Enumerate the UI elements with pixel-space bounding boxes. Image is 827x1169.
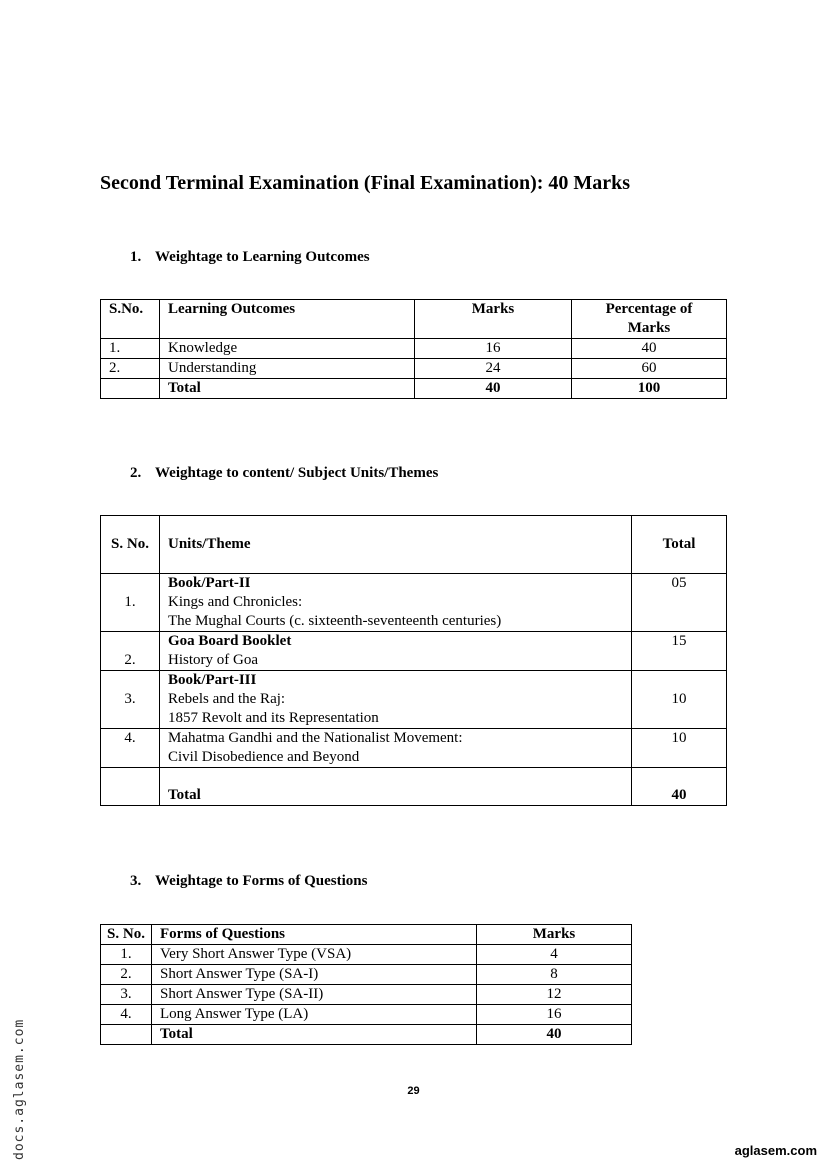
cell-marks: 24 <box>415 359 572 379</box>
page-number: 29 <box>407 1085 420 1097</box>
col-header-total: Total <box>632 516 727 574</box>
cell-unit <box>160 574 632 632</box>
cell-marks: 16 <box>415 339 572 359</box>
unit-line: Kings and Chronicles: <box>168 594 303 610</box>
cell-marks: 16 <box>477 1005 632 1025</box>
cell-unit <box>160 729 632 768</box>
cell-sno: 1. <box>101 339 160 359</box>
cell-sno: 2. <box>101 965 152 985</box>
unit-line: Mahatma Gandhi and the Nationalist Movement: <box>168 730 463 746</box>
cell-total: 15 <box>632 632 727 671</box>
col-header-learning-outcomes: Learning Outcomes <box>160 300 415 339</box>
cell-sno: 2. <box>101 359 160 379</box>
cell-total-value: 40 <box>632 768 727 806</box>
cell-sno: 1. <box>101 574 160 632</box>
col-header-forms: Forms of Questions <box>152 925 477 945</box>
table-header-row <box>101 300 727 339</box>
cell-unit <box>160 671 632 729</box>
col-header-marks: Marks <box>415 300 572 339</box>
table-total-row <box>101 379 727 399</box>
col-header-sno: S. No. <box>101 516 160 574</box>
cell-total-marks: 40 <box>415 379 572 399</box>
section-number: 2. <box>130 465 142 481</box>
cell-sno: 1. <box>101 945 152 965</box>
unit-title: Goa Board Booklet <box>168 633 292 649</box>
section-number: 1. <box>130 249 142 265</box>
cell-sno: 3. <box>101 671 160 729</box>
table-row <box>101 359 727 379</box>
cell-outcome: Understanding <box>160 359 415 379</box>
corner-watermark: aglasem.com <box>734 1143 817 1158</box>
table-row <box>101 965 632 985</box>
unit-line: 1857 Revolt and its Representation <box>168 710 379 726</box>
unit-line: History of Goa <box>168 652 258 668</box>
table-row <box>101 985 632 1005</box>
section-heading-1 <box>130 249 370 266</box>
cell-total-label: Total <box>152 1025 477 1045</box>
cell-total: 10 <box>632 671 727 729</box>
section-title: Weightage to content/ Subject Units/Themes <box>155 465 439 481</box>
cell-percentage: 60 <box>572 359 727 379</box>
table-header-row <box>101 925 632 945</box>
table-row <box>101 339 727 359</box>
cell-empty <box>101 768 160 806</box>
cell-total-marks: 40 <box>477 1025 632 1045</box>
section-heading-2 <box>130 465 438 482</box>
table-row <box>101 574 727 632</box>
unit-line: The Mughal Courts (c. sixteenth-seventeenth centuries) <box>168 613 502 629</box>
table-total-row <box>101 768 727 806</box>
table-header-row <box>101 516 727 574</box>
cell-total: 05 <box>632 574 727 632</box>
cell-form: Short Answer Type (SA-II) <box>152 985 477 1005</box>
cell-total-percentage: 100 <box>572 379 727 399</box>
table-row <box>101 729 727 768</box>
col-header-sno: S.No. <box>101 300 160 339</box>
learning-outcomes-table <box>100 299 727 399</box>
units-theme-table <box>100 515 727 806</box>
cell-sno: 3. <box>101 985 152 1005</box>
cell-marks: 12 <box>477 985 632 1005</box>
unit-title: Book/Part-III <box>168 672 257 688</box>
cell-empty <box>101 1025 152 1045</box>
cell-form: Short Answer Type (SA-I) <box>152 965 477 985</box>
table-row <box>101 671 727 729</box>
section-title: Weightage to Forms of Questions <box>155 873 368 889</box>
forms-of-questions-table <box>100 924 632 1045</box>
table-row <box>101 1005 632 1025</box>
cell-empty <box>101 379 160 399</box>
cell-marks: 4 <box>477 945 632 965</box>
cell-sno: 4. <box>101 1005 152 1025</box>
cell-outcome: Knowledge <box>160 339 415 359</box>
table-row <box>101 945 632 965</box>
cell-total-label: Total <box>160 768 632 806</box>
cell-total: 10 <box>632 729 727 768</box>
cell-form: Very Short Answer Type (VSA) <box>152 945 477 965</box>
section-number: 3. <box>130 873 142 889</box>
cell-sno: 4. <box>101 729 160 768</box>
col-header-marks: Marks <box>477 925 632 945</box>
section-title: Weightage to Learning Outcomes <box>155 249 370 265</box>
col-header-units-theme: Units/Theme <box>160 516 632 574</box>
cell-marks: 8 <box>477 965 632 985</box>
side-watermark: docs.aglasem.com <box>12 1018 27 1160</box>
unit-line: Rebels and the Raj: <box>168 691 286 707</box>
cell-percentage: 40 <box>572 339 727 359</box>
col-header-sno: S. No. <box>101 925 152 945</box>
table-row <box>101 632 727 671</box>
unit-line: Civil Disobedience and Beyond <box>168 749 360 765</box>
cell-form: Long Answer Type (LA) <box>152 1005 477 1025</box>
col-header-percentage: Percentage of Marks <box>572 300 727 339</box>
cell-total-label: Total <box>160 379 415 399</box>
table-total-row <box>101 1025 632 1045</box>
page-title: Second Terminal Examination (Final Examination): 40 Marks <box>100 172 631 194</box>
unit-title: Book/Part-II <box>168 575 251 591</box>
cell-unit <box>160 632 632 671</box>
cell-sno: 2. <box>101 632 160 671</box>
section-heading-3 <box>130 873 367 890</box>
